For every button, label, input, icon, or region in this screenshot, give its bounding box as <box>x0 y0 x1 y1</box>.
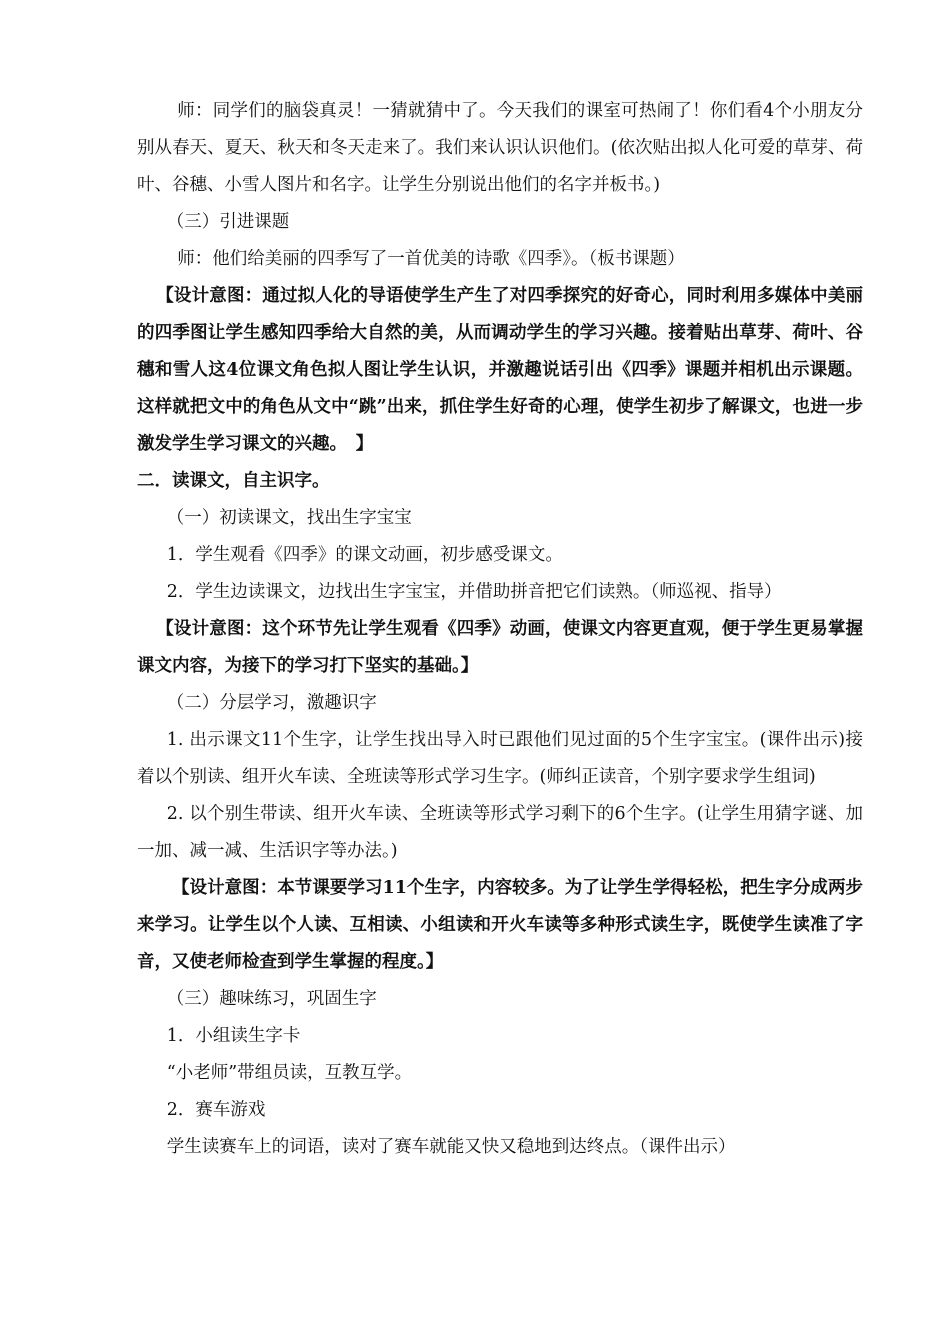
step-item-4: 2. 以个别生带读、组开火车读、全班读等形式学习剩下的6个生字。(让学生用猜字谜、加一加、减一减、生活识字等办法。) <box>137 804 863 861</box>
teacher-dialogue-paragraph: 师：同学们的脑袋真灵！一猜就猜中了。今天我们的课室可热闹了！你们看4个小朋友分别从春天、夏天、秋天和冬天走来了。我们来认识认识他们。(依次贴出拟人化可爱的草芽、荷叶、谷穗、小雪人图片和名字。让学生分别说出他们的名字并板书。) <box>137 101 863 195</box>
step-item-6: 2．赛车游戏 <box>166 1100 266 1120</box>
subsection-heading-first-reading: （一）初读课文，找出生字宝宝 <box>166 508 412 528</box>
step-item-1: 1．学生观看《四季》的课文动画，初步感受课文。 <box>166 545 563 565</box>
subsection-heading-practice: （三）趣味练习，巩固生字 <box>166 989 377 1009</box>
design-intent-3: 【设计意图：本节课要学习11个生字，内容较多。为了让学生学得轻松，把生字分成两步来学习。让学生以个人读、互相读、小组读和开火车读等多种形式读生字，既使学生读准了字音，又使老师检查到学生掌握的程度。】 <box>137 878 863 972</box>
teacher-dialogue-title: 师：他们给美丽的四季写了一首优美的诗歌《四季》。（板书课题） <box>177 249 685 269</box>
section-heading-intro-topic: （三）引进课题 <box>166 212 290 232</box>
subsection-heading-layered-learning: （二）分层学习，激趣识字 <box>166 693 377 713</box>
step-item-3: 1. 出示课文11个生字，让学生找出导入时已跟他们见过面的5个生字宝宝。(课件出示)接着以个别读、组开火车读、全班读等形式学习生字。(师纠正读音，个别字要求学生组词) <box>137 730 863 787</box>
design-intent-1: 【设计意图：通过拟人化的导语使学生产生了对四季探究的好奇心，同时利用多媒体中美丽的四季图让学生感知四季给大自然的美，从而调动学生的学习兴趣。接着贴出草芽、荷叶、谷穗和雪人这4位课文角色拟人图让学生认识，并激趣说话引出《四季》课题并相机出示课题。这样就把文中的角色从文中“跳”出来，抓住学生好奇的心理，使学生初步了解课文，也进一步激发学生学习课文的兴趣。 】 <box>137 286 863 454</box>
document-body <box>137 93 863 1166</box>
section-heading-reading: 二．读课文，自主识字。 <box>137 471 330 491</box>
step-item-5: 1．小组读生字卡 <box>166 1026 301 1046</box>
design-intent-2: 【设计意图：这个环节先让学生观看《四季》动画，使课文内容更直观，便于学生更易掌握课文内容，为接下的学习打下坚实的基础。】 <box>137 619 863 676</box>
step-item-6-detail: 学生读赛车上的词语，读对了赛车就能又快又稳地到达终点。（课件出示） <box>166 1137 736 1157</box>
step-item-5-detail: “小老师”带组员读，互教互学。 <box>166 1063 413 1083</box>
step-item-2: 2．学生边读课文，边找出生字宝宝，并借助拼音把它们读熟。（师巡视、指导） <box>166 582 782 602</box>
